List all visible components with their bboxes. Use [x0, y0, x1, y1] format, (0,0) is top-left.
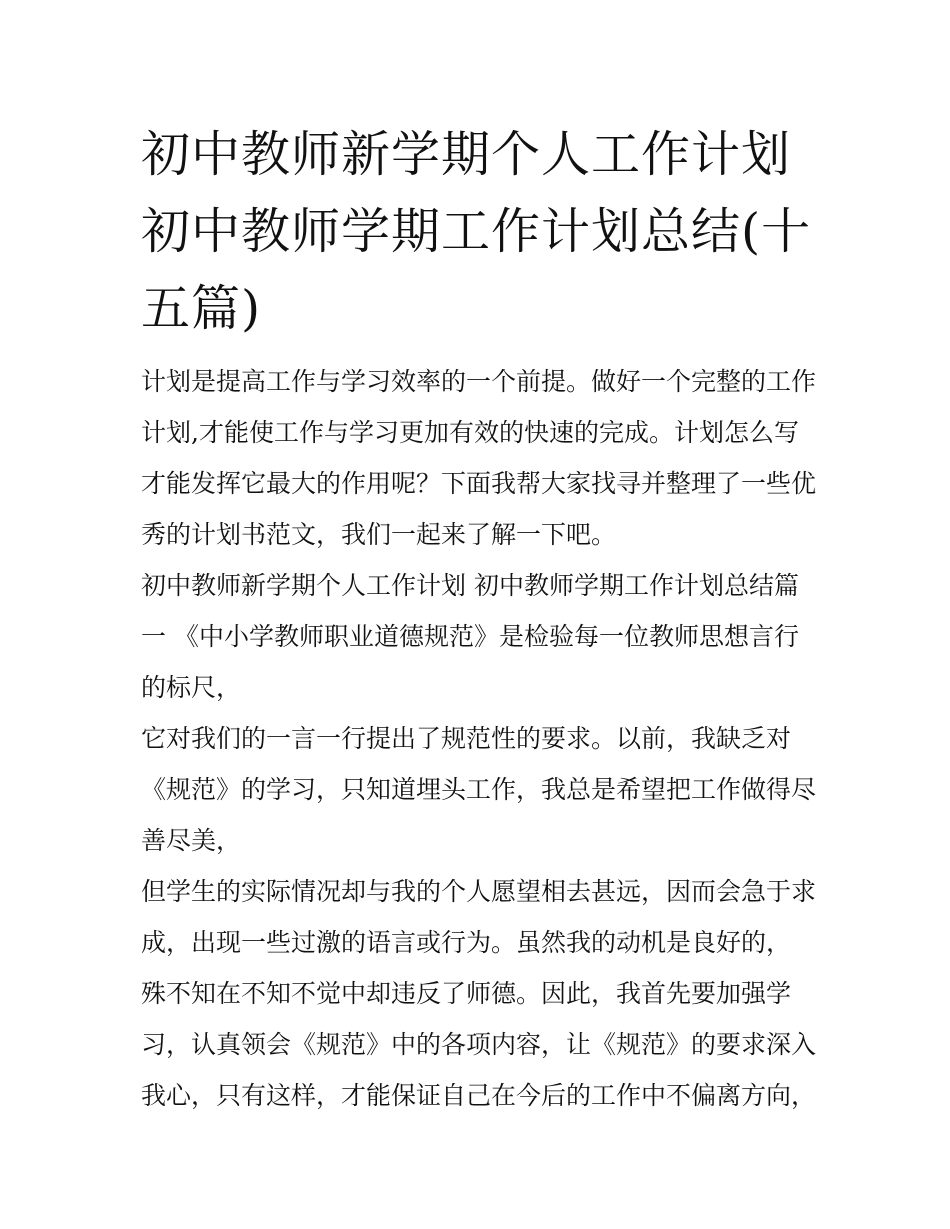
- paragraph-2: 它对我们的一言一行提出了规范性的要求。以前，我缺乏对《规范》的学习，只知道埋头工作，我总是希望把工作做得尽善尽美，: [141, 724, 817, 855]
- paragraph-intro: 计划是提高工作与学习效率的一个前提。做好一个完整的工作计划,才能使工作与学习更加有效的快速的完成。计划怎么写才能发挥它最大的作用呢？下面我帮大家找寻并整理了一些优秀的计划书范文，我们一起来了解一下吧。: [141, 367, 817, 549]
- paragraph-3: 但学生的实际情况却与我的个人愿望相去甚远，因而会急于求成，出现一些过激的语言或行为。虽然我的动机是良好的，: [141, 877, 817, 957]
- paragraph-1: 初中教师新学期个人工作计划 初中教师学期工作计划总结篇一 《中小学教师职业道德规范》是检验每一位教师思想言行的标尺，: [141, 571, 799, 702]
- paragraph-4: 殊不知在不知不觉中却违反了师德。因此，我首先要加强学习，认真领会《规范》中的各项内容，让《规范》的要求深入我心，只有这样，才能保证自己在今后的工作中不偏离方向，: [141, 979, 817, 1110]
- document-body: [141, 356, 821, 1121]
- document-title: 初中教师新学期个人工作计划 初中教师学期工作计划总结(十五篇): [141, 126, 812, 337]
